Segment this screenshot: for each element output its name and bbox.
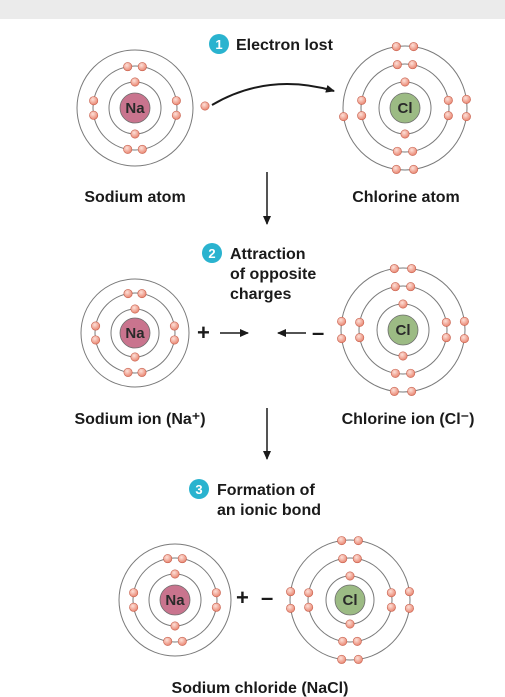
transferred-electron	[201, 102, 209, 110]
caption-chlorine-ion: Chlorine ion (Cl⁻)	[341, 411, 475, 428]
sodium-symbol: Na	[125, 100, 145, 117]
sodium-atom	[77, 50, 209, 166]
caption-chlorine-atom: Chlorine atom	[352, 189, 460, 206]
electron	[131, 305, 139, 313]
electron	[462, 112, 470, 120]
electron	[304, 589, 312, 597]
electron	[399, 352, 407, 360]
electron	[391, 282, 399, 290]
electron	[353, 554, 361, 562]
electron	[405, 604, 413, 612]
chlorine-symbol: Cl	[397, 100, 413, 117]
electron	[387, 603, 395, 611]
chlorine-ion	[337, 264, 468, 395]
sodium-symbol: Na	[165, 592, 185, 609]
electron	[164, 637, 172, 645]
electron	[401, 78, 409, 86]
electron	[124, 145, 132, 153]
caption-sodium-chloride: Sodium chloride (NaCl)	[171, 680, 349, 697]
electron	[286, 587, 294, 595]
electron	[212, 589, 220, 597]
electron	[357, 111, 365, 119]
electron	[337, 317, 345, 325]
electron	[178, 637, 186, 645]
electron	[405, 587, 413, 595]
electron	[408, 147, 416, 155]
electron	[124, 62, 132, 70]
step-1-label: Electron lost	[236, 37, 333, 54]
electron	[354, 536, 362, 544]
electron	[339, 112, 347, 120]
electron	[401, 130, 409, 138]
chlorine-atom	[339, 42, 470, 173]
electron	[442, 318, 450, 326]
step-2-label-line-3: charges	[230, 286, 292, 303]
step-3-number: 3	[195, 482, 203, 497]
electron	[399, 300, 407, 308]
electron	[124, 368, 132, 376]
electron	[178, 554, 186, 562]
bond-positive-sign: +	[236, 585, 249, 610]
electron	[387, 589, 395, 597]
electron	[131, 130, 139, 138]
chlorine-symbol: Cl	[342, 592, 358, 609]
electron	[409, 42, 417, 50]
electron	[91, 322, 99, 330]
electron	[442, 333, 450, 341]
electron	[172, 111, 180, 119]
caption-sodium-atom: Sodium atom	[84, 189, 186, 206]
electron	[164, 554, 172, 562]
electron	[138, 289, 146, 297]
bond-negative-sign: –	[261, 585, 274, 610]
electron	[353, 637, 361, 645]
electron	[444, 111, 452, 119]
electron	[354, 655, 362, 663]
electron	[131, 78, 139, 86]
electron	[390, 264, 398, 272]
electron	[304, 603, 312, 611]
step-2-number: 2	[208, 246, 216, 261]
electron	[393, 147, 401, 155]
electron	[170, 336, 178, 344]
electron	[355, 333, 363, 341]
electron	[409, 165, 417, 173]
electron	[171, 622, 179, 630]
sodium-ion	[81, 279, 189, 387]
electron	[407, 264, 415, 272]
electron	[91, 336, 99, 344]
electron	[286, 604, 294, 612]
electron-transfer-arrow	[212, 84, 334, 105]
electron	[391, 369, 399, 377]
electron	[406, 369, 414, 377]
electron	[444, 96, 452, 104]
step-2-label-line-2: of opposite	[230, 266, 317, 283]
step-3-label-line-1: Formation of	[217, 482, 315, 499]
electron	[408, 60, 416, 68]
sodium-ion-bonded	[119, 544, 231, 656]
electron	[355, 318, 363, 326]
step-1-number: 1	[215, 37, 223, 52]
electron	[460, 317, 468, 325]
chlorine-symbol: Cl	[395, 322, 411, 339]
chlorine-ion-bonded	[286, 536, 413, 663]
electron	[407, 387, 415, 395]
electron	[357, 96, 365, 104]
electron	[89, 111, 97, 119]
electron	[393, 60, 401, 68]
electron	[124, 289, 132, 297]
electron	[462, 95, 470, 103]
electron	[406, 282, 414, 290]
electron	[460, 334, 468, 342]
electron	[129, 589, 137, 597]
negative-charge-sign: –	[312, 320, 325, 345]
atoms-layer	[77, 42, 471, 663]
electron	[129, 603, 137, 611]
electron	[392, 165, 400, 173]
caption-sodium-ion: Sodium ion (Na⁺)	[74, 411, 206, 428]
electron	[138, 145, 146, 153]
step-2-label-line-1: Attraction	[230, 246, 306, 263]
electron	[170, 322, 178, 330]
electron	[337, 536, 345, 544]
electron	[339, 554, 347, 562]
electron	[138, 62, 146, 70]
electron	[131, 353, 139, 361]
electron	[337, 334, 345, 342]
electron	[172, 97, 180, 105]
electron	[392, 42, 400, 50]
electron	[171, 570, 179, 578]
electron	[390, 387, 398, 395]
electron	[346, 620, 354, 628]
electron	[346, 572, 354, 580]
electron	[138, 368, 146, 376]
sodium-symbol: Na	[125, 325, 145, 342]
step-3-label-line-2: an ionic bond	[217, 502, 321, 519]
electron	[89, 97, 97, 105]
positive-charge-sign: +	[197, 320, 210, 345]
electron	[212, 603, 220, 611]
electron	[337, 655, 345, 663]
electron	[339, 637, 347, 645]
